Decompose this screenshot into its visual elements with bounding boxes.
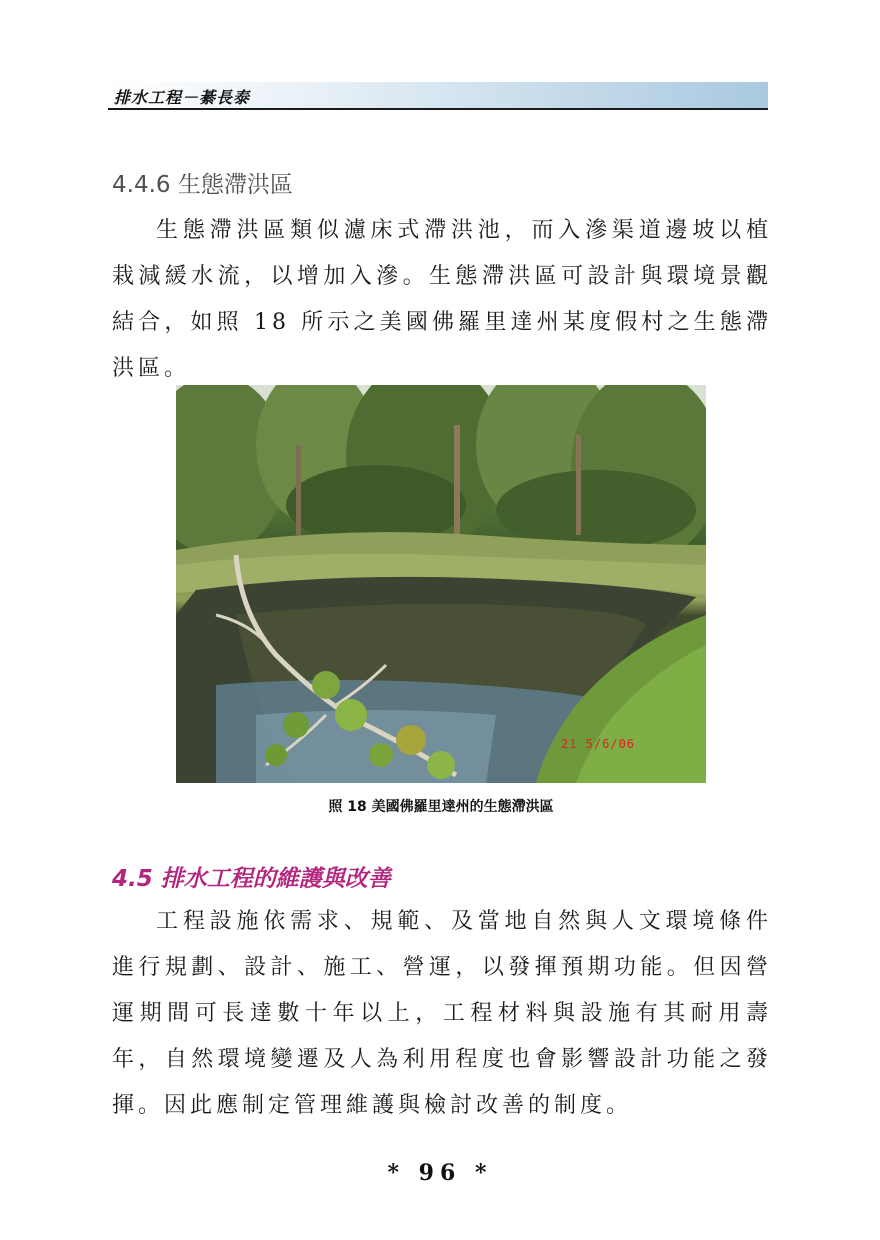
subsection-paragraph: 工程設施依需求、規範、及當地自然與人文環境條件進行規劃、設計、施工、營運，以發揮預期功能。但因營運期間可長達數十年以上，工程材料與設施有其耐用壽年，自然環境變遷及人為利用程度也會影響設計功能之發揮。因此應制定管理維護與檢討改善的制度。 xyxy=(112,909,772,1118)
wetland-photo xyxy=(176,385,706,783)
section-paragraph: 生態滯洪區類似濾床式滯洪池，而入滲渠道邊坡以植栽減緩水流，以增加入滲。生態滯洪區可設計與環境景觀結合，如照 18 所示之美國佛羅里達州某度假村之生態滯洪區。 xyxy=(112,218,772,381)
subsection-title: 4.5 排水工程的維護與改善 xyxy=(112,866,391,892)
running-header xyxy=(108,82,768,110)
photo-date-stamp: 21 5/6/06 xyxy=(561,737,636,751)
section-title: 4.4.6 生態滯洪區 xyxy=(112,172,293,198)
photo-caption: 照 18 美國佛羅里達州的生態滯洪區 xyxy=(328,799,554,815)
wetland-photo-illustration xyxy=(176,385,706,783)
page-number: * 96 * xyxy=(387,1160,493,1186)
running-header-title: 排水工程－綦長泰 xyxy=(114,88,251,107)
